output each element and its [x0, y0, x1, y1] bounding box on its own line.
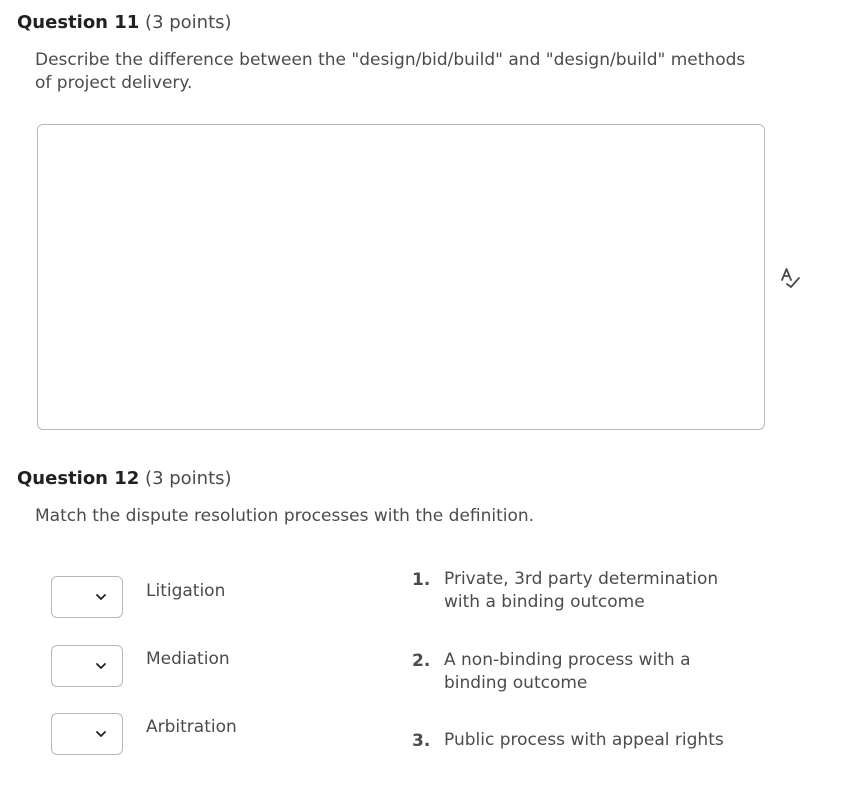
- match-select-arbitration[interactable]: [51, 713, 123, 755]
- definition-number: 2.: [412, 651, 431, 671]
- match-term-label: Litigation: [146, 581, 226, 601]
- definition-number: 1.: [412, 570, 431, 590]
- question-12-number: Question 12: [17, 468, 140, 489]
- question-12-title: [17, 468, 232, 489]
- match-select-mediation[interactable]: [51, 645, 123, 687]
- chevron-down-icon: [95, 592, 107, 602]
- question-11-points: (3 points): [145, 12, 232, 33]
- question-11-title: [17, 12, 232, 33]
- chevron-down-icon: [95, 661, 107, 671]
- match-term-label: Arbitration: [146, 717, 237, 737]
- question-11-number: Question 11: [17, 12, 140, 33]
- question-12-points: (3 points): [145, 468, 232, 489]
- definition-number: 3.: [412, 731, 431, 751]
- match-select-litigation[interactable]: [51, 576, 123, 618]
- spellcheck-icon[interactable]: [778, 266, 802, 290]
- definition-text: Public process with appeal rights: [444, 730, 724, 750]
- match-term-label: Mediation: [146, 649, 230, 669]
- question-11-prompt: Describe the difference between the "design/bid/build" and "design/build" methods of project delivery.: [35, 50, 746, 93]
- definition-text: Private, 3rd party determination with a binding outcome: [444, 569, 719, 612]
- question-12-prompt: Match the dispute resolution processes with the definition.: [35, 506, 535, 526]
- chevron-down-icon: [95, 729, 107, 739]
- definition-text: A non-binding process with a binding outcome: [444, 650, 691, 693]
- question-11-answer-textarea[interactable]: [37, 124, 765, 430]
